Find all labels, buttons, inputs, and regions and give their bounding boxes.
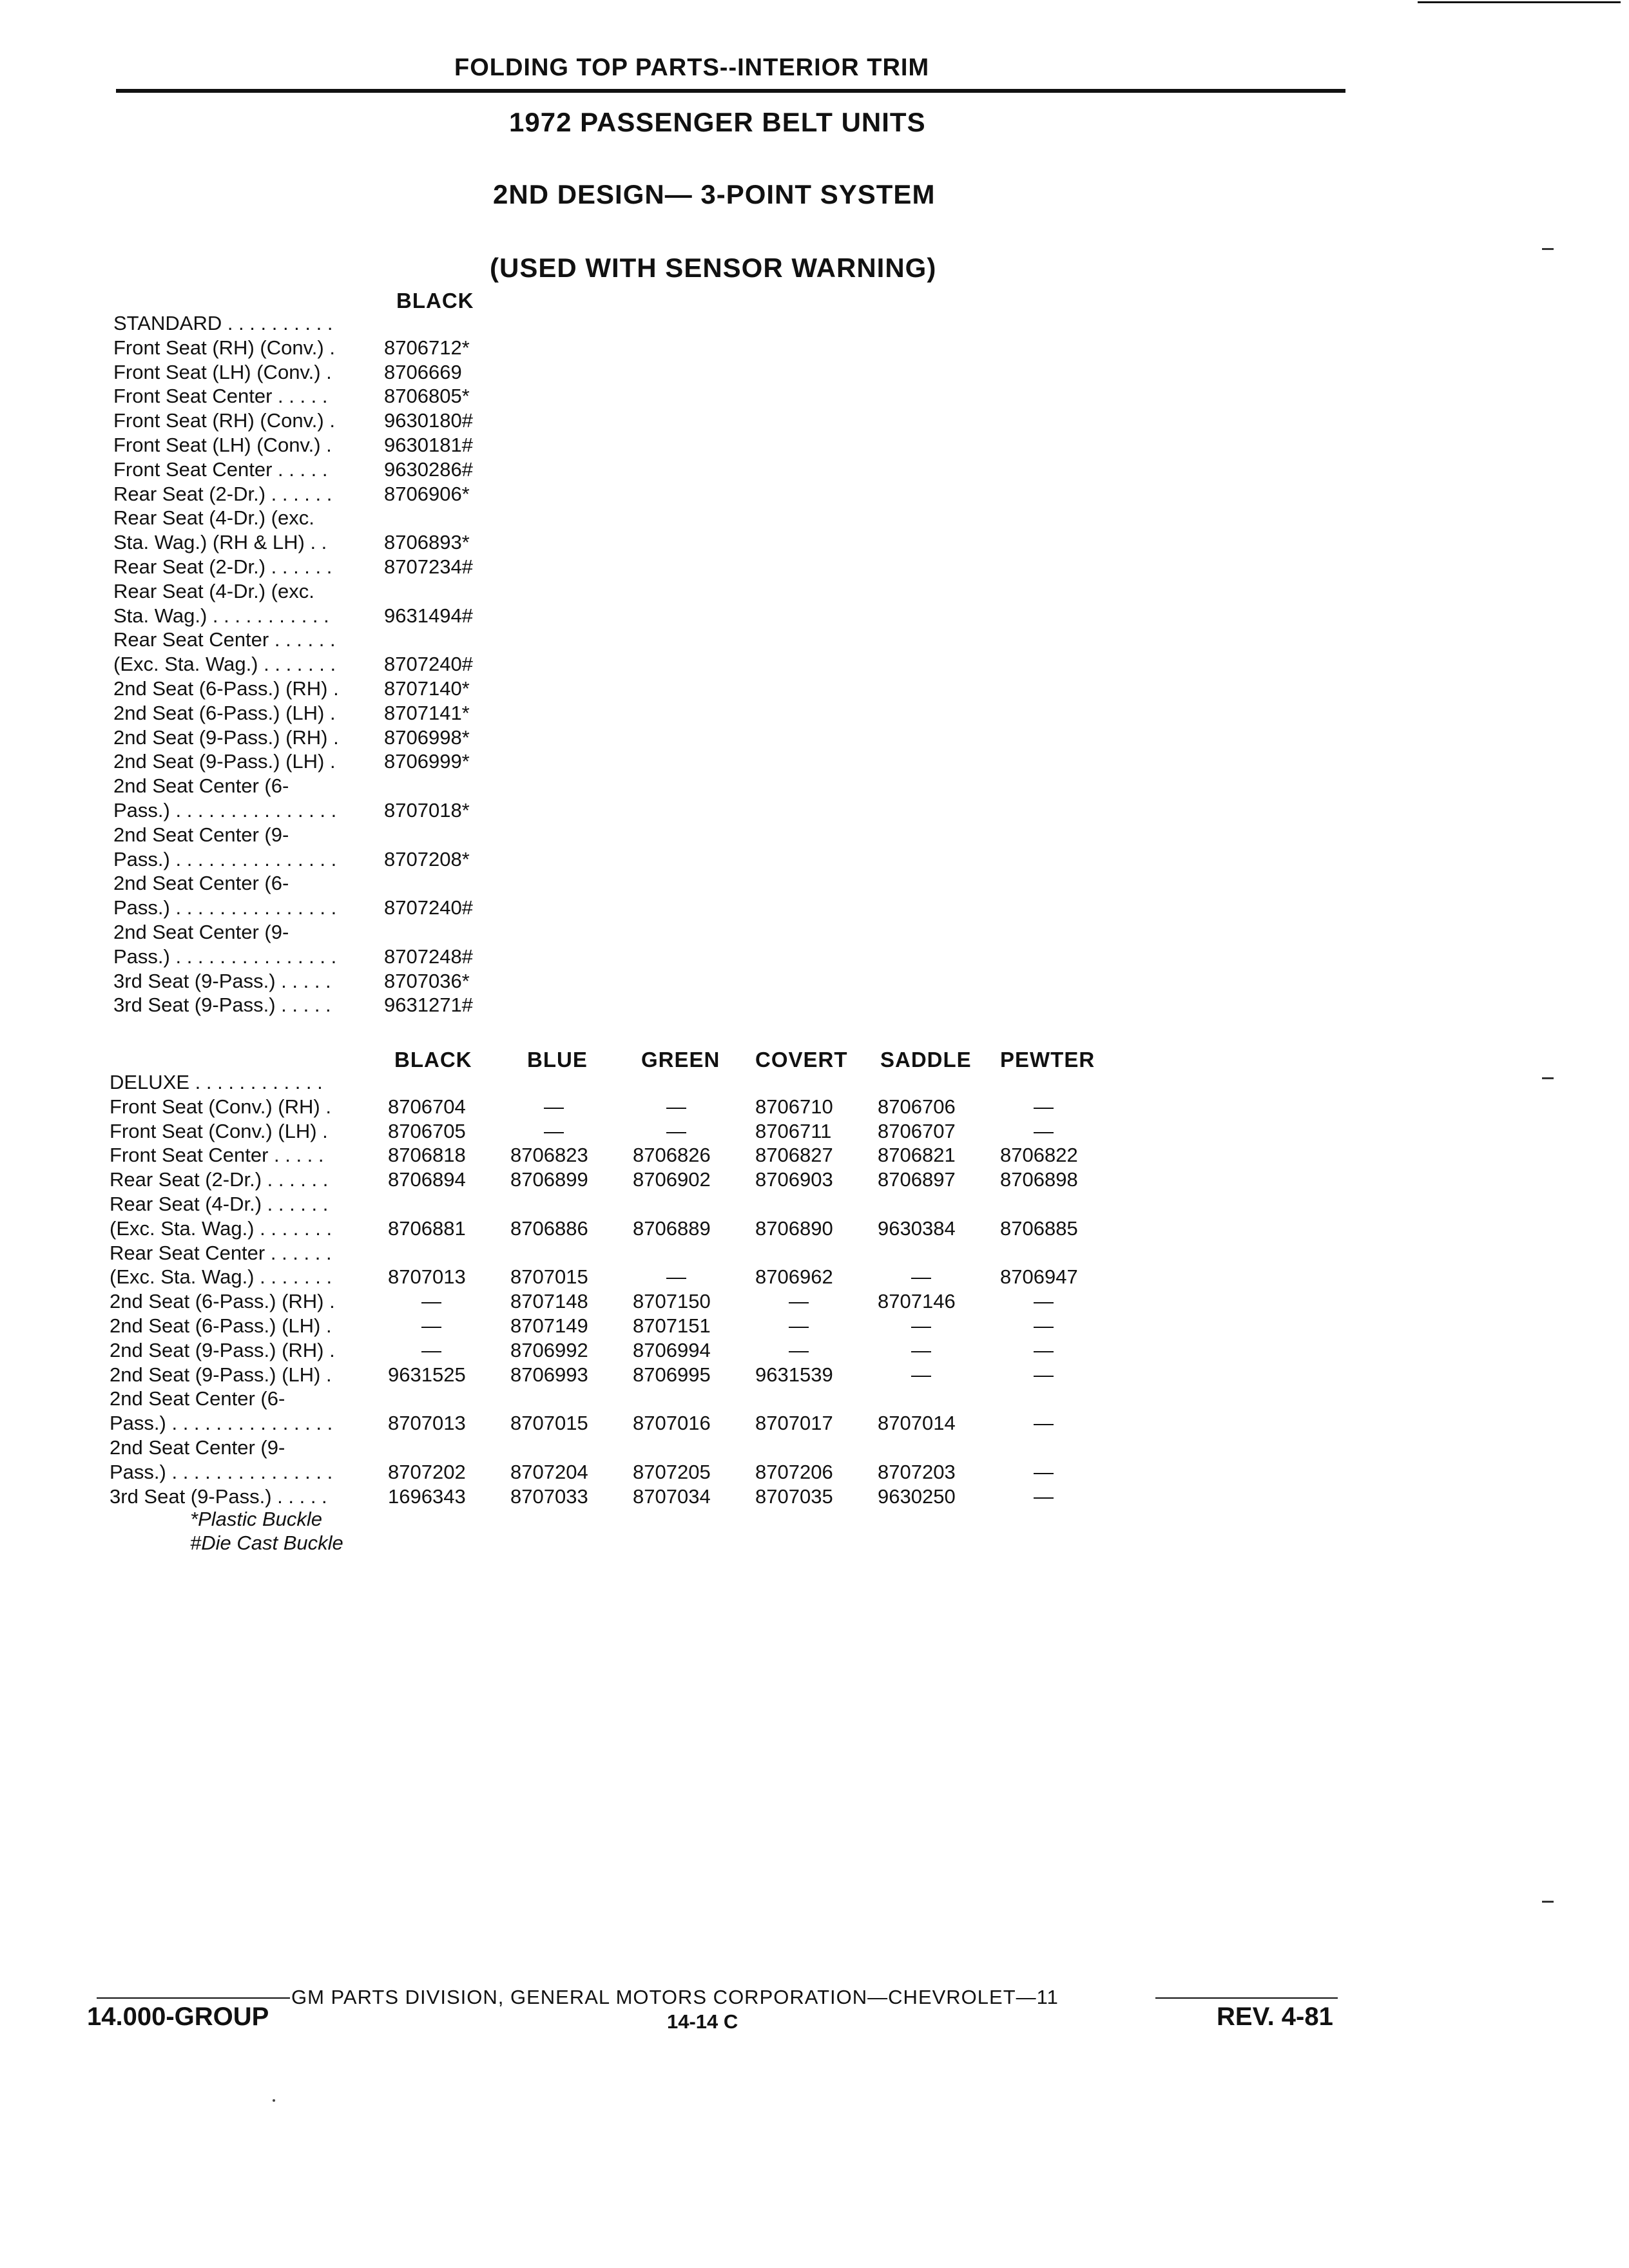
table-row — [110, 1412, 1173, 1436]
part-number: — — [1034, 1363, 1054, 1386]
part-number: 8706818 — [388, 1144, 466, 1167]
table-row — [110, 1290, 1173, 1314]
part-number: 8706890 — [755, 1216, 833, 1240]
part-number: 8707202 — [388, 1460, 466, 1483]
part-number: — — [666, 1119, 686, 1142]
row-label: Pass.) . . . . . . . . . . . . . . . — [110, 1412, 333, 1435]
part-number: 8707148 — [510, 1290, 588, 1313]
part-number: 9631539 — [755, 1363, 833, 1386]
row-label: Pass.) . . . . . . . . . . . . . . . — [113, 847, 337, 870]
part-number: — — [666, 1095, 686, 1118]
part-number: 8706893* — [384, 531, 470, 554]
part-number: — — [911, 1363, 931, 1386]
row-label: 2nd Seat (9-Pass.) (LH) . — [113, 750, 336, 773]
scan-dot — [273, 2099, 275, 2102]
part-number: 8707208* — [384, 847, 470, 870]
page-title: 1972 PASSENGER BELT UNITS — [509, 107, 926, 137]
part-number: 9631525 — [388, 1363, 466, 1386]
part-number: 8706992 — [510, 1338, 588, 1361]
table-row — [113, 823, 532, 848]
table-row — [113, 336, 532, 361]
table-row — [113, 409, 532, 434]
part-number: 8707206 — [755, 1460, 833, 1483]
part-number: — — [544, 1095, 564, 1118]
row-label: Rear Seat (4-Dr.) (exc. — [113, 506, 314, 530]
row-label: 2nd Seat Center (6- — [113, 872, 289, 895]
part-number: 8706889 — [633, 1216, 711, 1240]
part-number: 9631271# — [384, 994, 473, 1017]
row-label: Rear Seat (2-Dr.) . . . . . . — [113, 482, 333, 505]
part-number: 8707017 — [755, 1412, 833, 1435]
part-number: 8706886 — [510, 1216, 588, 1240]
part-number: 8706821 — [878, 1144, 956, 1167]
part-number: 8707240# — [384, 653, 473, 676]
table-row — [110, 1193, 1173, 1217]
table-row — [110, 1095, 1173, 1120]
part-number: 8706711 — [755, 1119, 832, 1142]
part-number: 8706994 — [633, 1338, 711, 1361]
table-row — [110, 1265, 1173, 1290]
table-row — [113, 848, 532, 872]
row-label: Rear Seat Center . . . . . . — [110, 1241, 332, 1264]
row-label: Front Seat (LH) (Conv.) . — [113, 434, 332, 456]
footer-publisher: GM PARTS DIVISION, GENERAL MOTORS CORPORATION—CHEVROLET—11 — [291, 1986, 1059, 2008]
row-label: Rear Seat (2-Dr.) . . . . . . — [110, 1168, 329, 1191]
part-number: — — [1034, 1412, 1054, 1435]
part-number: — — [789, 1290, 809, 1313]
part-number: 8706822 — [1000, 1144, 1078, 1167]
table-row — [110, 1485, 1173, 1510]
footer-rule-right — [1155, 1997, 1338, 1999]
header-rule — [116, 89, 1345, 93]
footer-rev: REV. 4-81 — [1217, 2003, 1333, 2031]
part-number: 8706881 — [388, 1216, 466, 1240]
part-number: — — [1034, 1485, 1054, 1508]
footer-page: 14-14 C — [667, 2010, 738, 2033]
part-number: 8707141* — [384, 701, 470, 724]
table-row — [110, 1217, 1173, 1242]
part-number: — — [789, 1314, 809, 1337]
table-row — [113, 434, 532, 458]
row-label: 2nd Seat (6-Pass.) (RH) . — [113, 677, 339, 700]
row-label: Rear Seat (4-Dr.) . . . . . . — [110, 1193, 329, 1215]
part-number: 8706707 — [878, 1119, 956, 1142]
row-label: 2nd Seat Center (6- — [110, 1387, 285, 1410]
corner-rule — [1418, 1, 1621, 3]
row-label: (Exc. Sta. Wag.) . . . . . . . — [110, 1265, 333, 1289]
part-number: 8707151 — [633, 1314, 711, 1337]
part-number: — — [1034, 1119, 1054, 1142]
part-number: 8707146 — [878, 1290, 956, 1313]
row-label: STANDARD . . . . . . . . . . — [113, 312, 333, 334]
part-number: 8706903 — [755, 1168, 833, 1191]
part-number: — — [1034, 1290, 1054, 1313]
table-row — [113, 653, 532, 677]
column-header: PEWTER — [1000, 1048, 1095, 1072]
part-number: 8706998* — [384, 726, 470, 749]
part-number: 8706712* — [384, 336, 470, 359]
margin-tick — [1542, 248, 1554, 250]
column-header: SADDLE — [880, 1048, 972, 1072]
table-row — [110, 1120, 1173, 1144]
column-header: BLUE — [527, 1048, 588, 1072]
footer-group: 14.000-GROUP — [87, 2003, 269, 2031]
row-label: 2nd Seat (6-Pass.) (LH) . — [113, 701, 336, 724]
table-row — [113, 702, 532, 726]
part-number: 8707015 — [510, 1265, 588, 1289]
part-number: 8707035 — [755, 1485, 833, 1508]
row-label: 2nd Seat (6-Pass.) (RH) . — [110, 1290, 335, 1313]
standard-column-black: BLACK — [396, 289, 474, 312]
part-number: 8706705 — [388, 1119, 466, 1142]
table-row — [113, 726, 532, 751]
part-number: 8706995 — [633, 1363, 711, 1386]
margin-tick — [1542, 1077, 1554, 1079]
part-number: — — [911, 1314, 931, 1337]
part-number: 8706710 — [755, 1095, 833, 1118]
table-row — [113, 604, 532, 629]
row-label: Pass.) . . . . . . . . . . . . . . . — [113, 945, 337, 968]
table-row — [110, 1168, 1173, 1193]
part-number: 8707033 — [510, 1485, 588, 1508]
part-number: 8707034 — [633, 1485, 711, 1508]
part-number: 8707203 — [878, 1460, 956, 1483]
part-number: 8706826 — [633, 1144, 711, 1167]
row-label: 2nd Seat (6-Pass.) (LH) . — [110, 1314, 332, 1337]
table-row — [113, 628, 532, 653]
part-number: 8706906* — [384, 482, 470, 505]
part-number: 8707140* — [384, 677, 470, 700]
row-label: Pass.) . . . . . . . . . . . . . . . — [113, 896, 337, 919]
table-row — [110, 1461, 1173, 1485]
part-number: 8707240# — [384, 896, 473, 919]
row-label: Front Seat (Conv.) (RH) . — [110, 1095, 331, 1118]
row-label: Sta. Wag.) (RH & LH) . . — [113, 531, 327, 554]
table-row — [110, 1242, 1173, 1266]
table-row — [113, 750, 532, 774]
row-label: Front Seat (RH) (Conv.) . — [113, 409, 335, 432]
part-number: 9630181# — [384, 434, 473, 456]
part-number: 8706899 — [510, 1168, 588, 1191]
table-row — [110, 1436, 1173, 1461]
row-label: DELUXE . . . . . . . . . . . . — [110, 1071, 323, 1093]
part-number: 8706669 — [384, 360, 462, 383]
section-heading: FOLDING TOP PARTS--INTERIOR TRIM — [454, 54, 930, 81]
part-number: — — [911, 1265, 931, 1289]
part-number: 8707036* — [384, 969, 470, 992]
part-number: 8706902 — [633, 1168, 711, 1191]
page-subtitle: 2ND DESIGN— 3-POINT SYSTEM — [493, 179, 936, 209]
row-label: Front Seat Center . . . . . — [113, 385, 328, 408]
table-row — [113, 385, 532, 409]
table-row — [110, 1339, 1173, 1363]
part-number: — — [421, 1290, 441, 1313]
part-number: 9631494# — [384, 604, 473, 627]
table-row — [110, 1071, 1173, 1095]
table-row — [110, 1314, 1173, 1339]
row-label: 2nd Seat Center (9- — [110, 1436, 285, 1459]
table-row — [110, 1387, 1173, 1412]
part-number: 8707013 — [388, 1265, 466, 1289]
table-row — [113, 970, 532, 994]
footer-rule-left — [97, 1997, 290, 1999]
part-number: — — [911, 1338, 931, 1361]
part-number: — — [544, 1119, 564, 1142]
part-number: 9630250 — [878, 1485, 956, 1508]
part-number: — — [789, 1338, 809, 1361]
deluxe-header-row — [0, 1048, 1629, 1073]
footnote-plastic: *Plastic Buckle — [190, 1508, 323, 1530]
part-number: 8707248# — [384, 945, 473, 968]
table-row — [113, 361, 532, 385]
row-label: Front Seat (LH) (Conv.) . — [113, 360, 332, 383]
part-number: 8707204 — [510, 1460, 588, 1483]
row-label: 3rd Seat (9-Pass.) . . . . . — [113, 994, 331, 1017]
part-number: 9630384 — [878, 1216, 956, 1240]
part-number: 8707015 — [510, 1412, 588, 1435]
row-label: (Exc. Sta. Wag.) . . . . . . . — [110, 1216, 333, 1240]
deluxe-table — [110, 1071, 1173, 1522]
part-number: — — [1034, 1314, 1054, 1337]
part-number: 8706805* — [384, 385, 470, 408]
table-row — [110, 1144, 1173, 1168]
part-number: 8706706 — [878, 1095, 956, 1118]
part-number: 8706823 — [510, 1144, 588, 1167]
table-row — [113, 921, 532, 945]
row-label: 2nd Seat (9-Pass.) (RH) . — [113, 726, 339, 749]
row-label: Rear Seat (4-Dr.) (exc. — [113, 579, 314, 602]
row-label: (Exc. Sta. Wag.) . . . . . . . — [113, 653, 336, 676]
table-row — [113, 677, 532, 702]
row-label: 2nd Seat Center (9- — [113, 921, 289, 943]
footnote-diecast: #Die Cast Buckle — [190, 1532, 343, 1554]
part-number: 8707234# — [384, 555, 473, 578]
table-row — [113, 531, 532, 555]
part-number: 8707013 — [388, 1412, 466, 1435]
row-label: Sta. Wag.) . . . . . . . . . . . — [113, 604, 329, 627]
table-row — [113, 580, 532, 604]
row-label: 2nd Seat (9-Pass.) (LH) . — [110, 1363, 332, 1386]
row-label: 2nd Seat (9-Pass.) (RH) . — [110, 1338, 335, 1361]
part-number: 8707150 — [633, 1290, 711, 1313]
usage-note: (USED WITH SENSOR WARNING) — [490, 253, 937, 283]
part-number: 8706897 — [878, 1168, 956, 1191]
part-number: 8707016 — [633, 1412, 711, 1435]
row-label: Pass.) . . . . . . . . . . . . . . . — [110, 1460, 333, 1483]
table-row — [113, 555, 532, 580]
row-label: Front Seat Center . . . . . — [113, 457, 328, 481]
part-number: 8707149 — [510, 1314, 588, 1337]
part-number: 9630286# — [384, 457, 473, 481]
part-number: — — [1034, 1338, 1054, 1361]
part-number: 8706885 — [1000, 1216, 1078, 1240]
part-number: — — [421, 1314, 441, 1337]
part-number: 8707014 — [878, 1412, 956, 1435]
table-row — [113, 312, 532, 336]
margin-tick — [1542, 1901, 1554, 1903]
part-number: 8706894 — [388, 1168, 466, 1191]
table-row — [113, 896, 532, 921]
table-row — [113, 945, 532, 970]
part-number: 9630180# — [384, 409, 473, 432]
part-number: 8707205 — [633, 1460, 711, 1483]
part-number: 8706999* — [384, 750, 470, 773]
table-row — [110, 1363, 1173, 1388]
row-label: 2nd Seat Center (9- — [113, 823, 289, 846]
part-number: — — [421, 1338, 441, 1361]
part-number: 8706993 — [510, 1363, 588, 1386]
part-number: 8706962 — [755, 1265, 833, 1289]
part-number: 8706947 — [1000, 1265, 1078, 1289]
part-number: — — [1034, 1095, 1054, 1118]
table-row — [113, 483, 532, 507]
part-number: 8707018* — [384, 799, 470, 822]
part-number: — — [1034, 1460, 1054, 1483]
table-row — [113, 799, 532, 823]
row-label: 3rd Seat (9-Pass.) . . . . . — [113, 969, 331, 992]
table-row — [113, 994, 532, 1018]
part-number: — — [666, 1265, 686, 1289]
row-label: Rear Seat (2-Dr.) . . . . . . — [113, 555, 333, 578]
table-row — [113, 458, 532, 483]
row-label: Rear Seat Center . . . . . . — [113, 628, 336, 651]
row-label: 2nd Seat Center (6- — [113, 774, 289, 798]
part-number: 1696343 — [388, 1485, 466, 1508]
row-label: 3rd Seat (9-Pass.) . . . . . — [110, 1485, 327, 1508]
part-number: 8706827 — [755, 1144, 833, 1167]
column-header: BLACK — [394, 1048, 472, 1072]
row-label: Front Seat (Conv.) (LH) . — [110, 1119, 328, 1142]
row-label: Pass.) . . . . . . . . . . . . . . . — [113, 799, 337, 822]
table-row — [113, 872, 532, 896]
column-header: GREEN — [641, 1048, 720, 1072]
part-number: 8706898 — [1000, 1168, 1078, 1191]
standard-table — [113, 312, 532, 1027]
part-number: 8706704 — [388, 1095, 466, 1118]
row-label: Front Seat Center . . . . . — [110, 1144, 324, 1167]
table-row — [113, 774, 532, 799]
row-label: Front Seat (RH) (Conv.) . — [113, 336, 335, 359]
table-row — [113, 506, 532, 531]
column-header: COVERT — [755, 1048, 848, 1072]
